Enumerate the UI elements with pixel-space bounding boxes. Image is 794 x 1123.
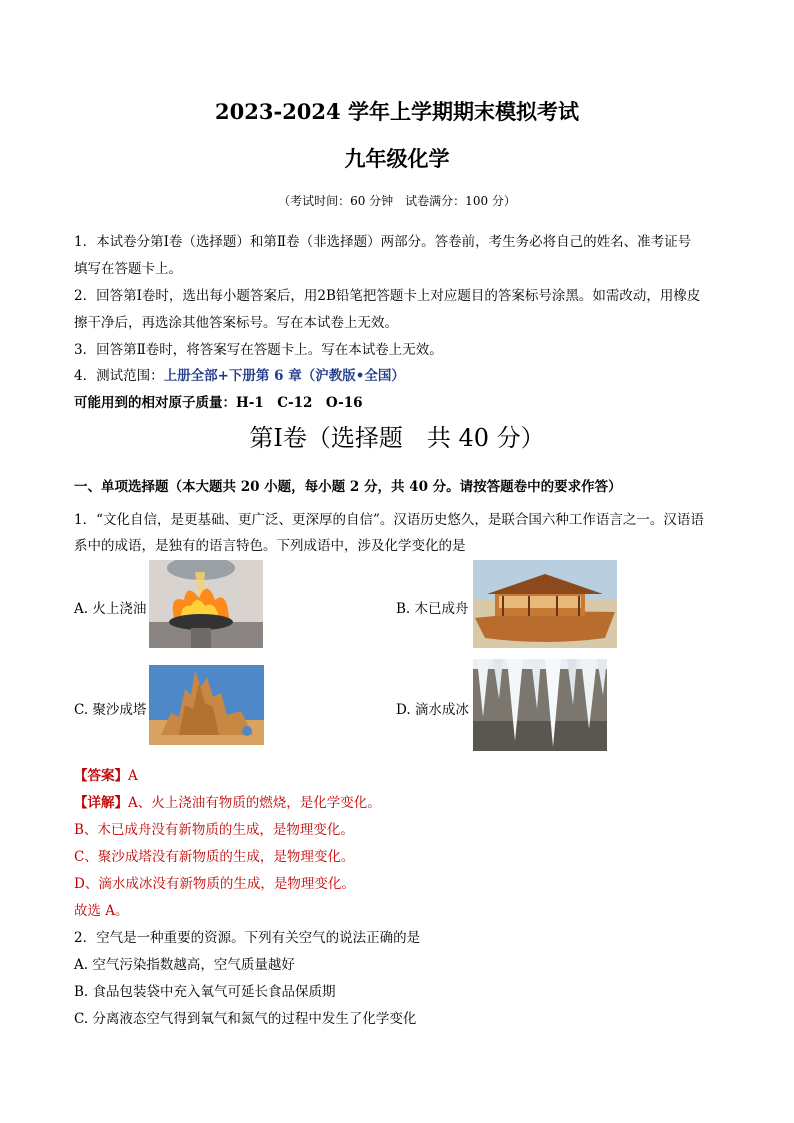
q1-option-d bbox=[396, 698, 469, 718]
exam-title: 2023-2024 学年上学期期末模拟考试 bbox=[215, 99, 579, 124]
q1-answer-value: A bbox=[128, 768, 138, 784]
q2-stem: 2．空气是一种重要的资源。下列有关空气的说法正确的是 bbox=[74, 930, 421, 946]
part-title: 一、单项选择题（本大题共 20 小题，每小题 2 分，共 40 分。请按答题卷中的要求作答） bbox=[74, 479, 622, 495]
q1-answer bbox=[74, 764, 138, 784]
q1-conclusion: 故选 A。 bbox=[74, 903, 129, 919]
q2-option-c-text: 分离液态空气得到氧气和氮气的过程中发生了化学变化 bbox=[92, 1011, 417, 1027]
instruction-4-scope: 上册全部+下册第 6 章（沪教版•全国） bbox=[163, 368, 405, 384]
icicle-photo bbox=[473, 659, 607, 751]
q1-option-d-text: 滴水成冰 bbox=[414, 702, 469, 718]
instruction-1-line1: 1．本试卷分第Ⅰ卷（选择题）和第Ⅱ卷（非选择题）两部分。答卷前，考生务必将自己的姓名、准考证号 bbox=[74, 234, 692, 250]
q1-option-b-letter: B. bbox=[396, 601, 411, 617]
q2-option-b-text: 食品包装袋中充入氧气可延长食品保质期 bbox=[92, 984, 336, 1000]
q1-option-a-letter: A. bbox=[74, 601, 89, 617]
q1-option-d-letter: D. bbox=[396, 702, 411, 718]
instruction-1-line2: 填写在答题卡上。 bbox=[74, 261, 182, 277]
q2-option-a bbox=[74, 953, 295, 973]
q2-option-b bbox=[74, 980, 336, 1000]
instruction-3: 3．回答第Ⅱ卷时，将答案写在答题卡上。写在本试卷上无效。 bbox=[74, 342, 443, 358]
q1-detail-line4: D、滴水成冰没有新物质的生成，是物理变化。 bbox=[74, 876, 355, 892]
q1-option-c-letter: C. bbox=[74, 702, 89, 718]
q1-detail-label: 【详解】 bbox=[74, 795, 128, 811]
q1-option-c bbox=[74, 698, 146, 718]
q2-option-c bbox=[74, 1007, 416, 1027]
q1-detail-line1 bbox=[74, 791, 381, 811]
q2-option-a-text: 空气污染指数越高，空气质量越好 bbox=[92, 957, 295, 973]
q2-option-c-letter: C. bbox=[74, 1011, 89, 1027]
fire-wok-photo bbox=[149, 560, 263, 648]
wooden-boat-photo bbox=[473, 560, 617, 648]
q2-option-a-letter: A. bbox=[74, 957, 89, 973]
instruction-2-line1: 2．回答第Ⅰ卷时，选出每小题答案后，用2B铅笔把答题卡上对应题目的答案标号涂黑。如需改动，用橡皮 bbox=[74, 288, 701, 304]
q1-detail-line2: B、木已成舟没有新物质的生成，是物理变化。 bbox=[74, 822, 354, 838]
q1-option-a bbox=[74, 597, 146, 617]
instruction-4 bbox=[74, 364, 405, 384]
instruction-4-prefix: 4．测试范围： bbox=[74, 368, 164, 384]
q1-option-a-text: 火上浇油 bbox=[92, 601, 147, 617]
q1-option-c-text: 聚沙成塔 bbox=[92, 702, 147, 718]
section-heading: 第Ⅰ卷（选择题 共 40 分） bbox=[249, 424, 545, 452]
q1-detail-line3: C、聚沙成塔没有新物质的生成，是物理变化。 bbox=[74, 849, 355, 865]
q1-option-b bbox=[396, 597, 469, 617]
exam-meta: （考试时间：60 分钟 试卷满分：100 分） bbox=[278, 194, 516, 208]
q1-stem-line2: 系中的成语，是独有的语言特色。下列成语中，涉及化学变化的是 bbox=[74, 538, 466, 554]
sand-tower-photo bbox=[149, 665, 264, 745]
instruction-2-line2: 擦干净后，再选涂其他答案标号。写在本试卷上无效。 bbox=[74, 315, 398, 331]
q1-stem-line1: 1．“文化自信，是更基础、更广泛、更深厚的自信”。汉语历史悠久，是联合国六种工作语言之一。汉语语 bbox=[74, 512, 704, 528]
q1-option-b-text: 木已成舟 bbox=[414, 601, 469, 617]
atomic-mass-line: 可能用到的相对原子质量：H-1 C-12 O-16 bbox=[74, 395, 363, 411]
exam-subtitle: 九年级化学 bbox=[344, 146, 450, 171]
q1-answer-label: 【答案】 bbox=[74, 768, 128, 784]
q1-detail-text-a: A、火上浇油有物质的燃烧，是化学变化。 bbox=[128, 795, 381, 811]
q2-option-b-letter: B. bbox=[74, 984, 89, 1000]
